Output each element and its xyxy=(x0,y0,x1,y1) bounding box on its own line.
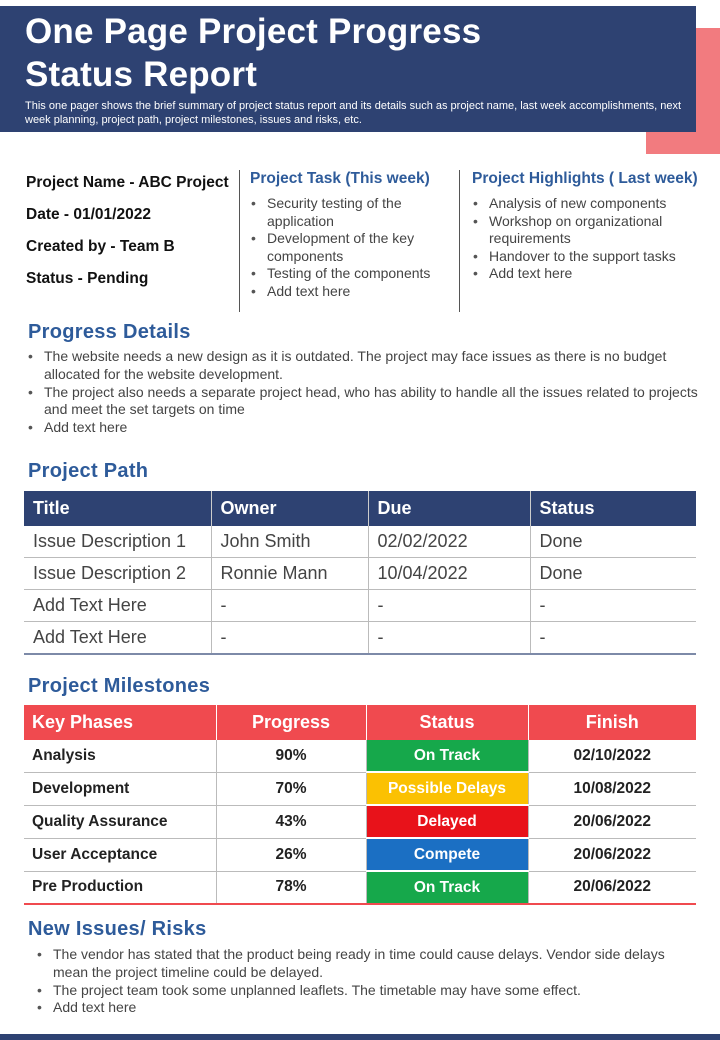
status-badge: Delayed xyxy=(366,805,528,838)
progress-details xyxy=(24,348,704,437)
progress-cell: 70% xyxy=(216,772,366,805)
finish-cell: 20/06/2022 xyxy=(528,805,696,838)
column-header: Owner xyxy=(211,491,368,526)
table-row xyxy=(24,805,696,838)
footer-bar xyxy=(0,1034,720,1040)
column-header: Status xyxy=(366,705,528,740)
project-created-by: Created by - Team B xyxy=(26,238,175,255)
column-header: Progress xyxy=(216,705,366,740)
cell: - xyxy=(368,590,530,622)
progress-cell: 43% xyxy=(216,805,366,838)
status-badge: Compete xyxy=(366,838,528,871)
header-banner xyxy=(0,6,696,132)
cell: - xyxy=(530,622,696,655)
cell: 02/02/2022 xyxy=(368,526,530,558)
new-issues-risks-title: New Issues/ Risks xyxy=(28,918,207,940)
cell: - xyxy=(211,590,368,622)
phase-cell: Development xyxy=(24,772,216,805)
page-subtitle: This one pager shows the brief summary of project status report and its details such as project name, last week accomplishments, next week planning, project path, project milestones, issues and risks, etc. xyxy=(25,100,682,126)
table-row xyxy=(24,772,696,805)
column-header: Due xyxy=(368,491,530,526)
cell: John Smith xyxy=(211,526,368,558)
table-row xyxy=(24,558,696,590)
table-row xyxy=(24,740,696,772)
list-item: • The vendor has stated that the product being ready in time could cause delays. Vendor side delays mean the project timeline could be delayed. xyxy=(53,946,703,982)
phase-cell: Quality Assurance xyxy=(24,805,216,838)
list-item: • The project also needs a separate project head, who has ability to handle all the issues related to projects and meet the set targets on time xyxy=(44,384,704,420)
progress-cell: 26% xyxy=(216,838,366,871)
list-item: • Add text here xyxy=(44,419,704,437)
project-task-list xyxy=(250,195,450,300)
project-info xyxy=(26,174,241,302)
finish-cell: 20/06/2022 xyxy=(528,838,696,871)
cell: Done xyxy=(530,558,696,590)
column-header: Finish xyxy=(528,705,696,740)
list-item: • Security testing of the application xyxy=(267,195,450,230)
list-item: • Add text here xyxy=(267,283,450,301)
table-header xyxy=(24,491,696,526)
list-item: • Add text here xyxy=(53,999,703,1017)
new-issues-risks xyxy=(33,946,703,1017)
status-badge: On Track xyxy=(366,740,528,772)
phase-cell: User Acceptance xyxy=(24,838,216,871)
finish-cell: 10/08/2022 xyxy=(528,772,696,805)
cell: Issue Description 1 xyxy=(24,526,211,558)
project-path-title: Project Path xyxy=(28,460,149,482)
project-name: Project Name - ABC Project xyxy=(26,174,229,191)
project-status: Status - Pending xyxy=(26,270,149,287)
cell: Done xyxy=(530,526,696,558)
column-header: Title xyxy=(24,491,211,526)
list-item: • Analysis of new components xyxy=(489,195,697,213)
cell: Add Text Here xyxy=(24,622,211,655)
table-row xyxy=(24,871,696,904)
project-task-title: Project Task (This week) xyxy=(250,170,430,187)
cell: 10/04/2022 xyxy=(368,558,530,590)
cell: - xyxy=(530,590,696,622)
list-item: • Development of the key components xyxy=(267,230,450,265)
cell: Issue Description 2 xyxy=(24,558,211,590)
page-title-line2: Status Report xyxy=(25,55,258,94)
table-row xyxy=(24,590,696,622)
list-item: • Add text here xyxy=(489,265,697,283)
list-item: • Testing of the components xyxy=(267,265,450,283)
progress-details-list xyxy=(24,348,704,437)
table-row xyxy=(24,622,696,655)
page-title xyxy=(25,10,686,96)
table-row xyxy=(24,526,696,558)
list-item: • Workshop on organizational requirements xyxy=(489,213,697,248)
project-milestones-table xyxy=(24,705,696,905)
cell: - xyxy=(368,622,530,655)
risks-list xyxy=(33,946,703,1017)
progress-cell: 90% xyxy=(216,740,366,772)
project-highlights-title: Project Highlights ( Last week) xyxy=(472,170,698,187)
status-badge: On Track xyxy=(366,871,528,904)
column-header: Status xyxy=(530,491,696,526)
page-title-line1: One Page Project Progress xyxy=(25,12,482,51)
status-badge: Possible Delays xyxy=(366,772,528,805)
cell: - xyxy=(211,622,368,655)
cell: Add Text Here xyxy=(24,590,211,622)
project-milestones-title: Project Milestones xyxy=(28,675,211,697)
finish-cell: 20/06/2022 xyxy=(528,871,696,904)
column-header: Key Phases xyxy=(24,705,216,740)
project-highlights-column xyxy=(472,170,697,283)
finish-cell: 02/10/2022 xyxy=(528,740,696,772)
divider xyxy=(459,170,460,312)
progress-cell: 78% xyxy=(216,871,366,904)
progress-details-title: Progress Details xyxy=(28,321,191,343)
list-item: • The project team took some unplanned leaflets. The timetable may have some effect. xyxy=(53,982,703,1000)
divider xyxy=(239,170,240,312)
project-task-column xyxy=(250,170,450,300)
table-header xyxy=(24,705,696,740)
list-item: • Handover to the support tasks xyxy=(489,248,697,266)
list-item: • The website needs a new design as it is outdated. The project may face issues as there is no budget allocated for the website development. xyxy=(44,348,704,384)
project-path-table xyxy=(24,491,696,655)
project-highlights-list xyxy=(472,195,697,283)
project-date: Date - 01/01/2022 xyxy=(26,206,151,223)
cell: Ronnie Mann xyxy=(211,558,368,590)
phase-cell: Pre Production xyxy=(24,871,216,904)
phase-cell: Analysis xyxy=(24,740,216,772)
table-row xyxy=(24,838,696,871)
